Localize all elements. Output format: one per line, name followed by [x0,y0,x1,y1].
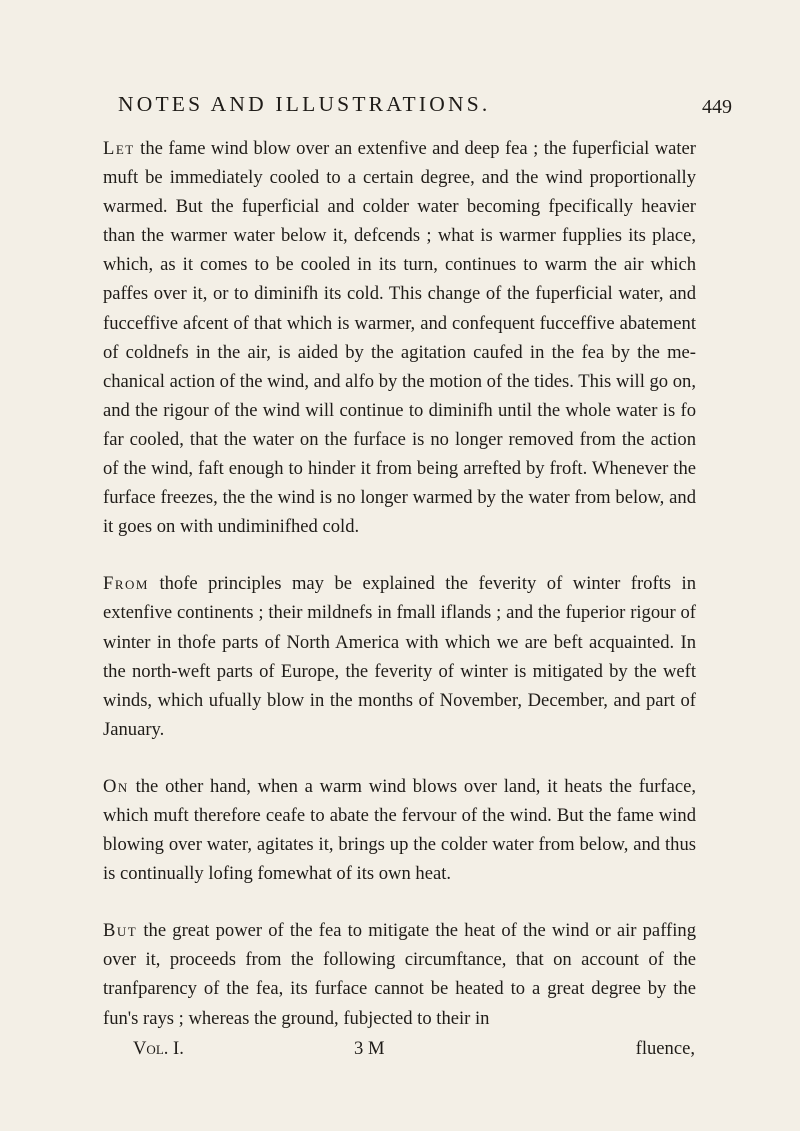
paragraph-text: the other hand, when a warm wind blows over land, it heats the furface, which muft therefore ceafe to abate the fervour of the wind. But the fame wind blowing over water, agitates it, brings up the colder water from below, and thus is continually lofing fomewhat of its own heat. [103,775,696,885]
catchword: fluence, [635,1038,695,1059]
paragraph [103,569,696,744]
paragraph-text: the fame wind blow over an extenfive and deep fea ; the fuperficial water muft be immediately cooled to a certain degree, and the wind proportionally warmed. But the fuperficial and colder water becoming fpecifically heavier than the warmer water below it, defcends ; what is warmer fupplies its place, which, as it comes to be cooled in its turn, continues to warm the air which paffes over it, or to diminifh its cold. This change of the fuperficial water, and fucceffive afcent of that which is warmer, and confequent fucceffive abatement of coldnefs in the air, is aided by the agitation caufed in the fea by the mechanical action of the wind, and alfo by the motion of the tides. This will go on, and the rigour of the wind will continue to diminifh until the whole water is fo far cooled, that the water on the furface is no longer removed from the action of the wind, faft enough to hinder it from being arrefted by froft. Whenever the furface freezes, the the wind is no longer warmed by the water from below, and it goes on with undiminifhed cold. [103,138,696,538]
paragraph-lead-word: On [103,775,129,797]
running-title: NOTES AND ILLUSTRATIONS. [118,92,491,116]
paragraph [103,772,696,888]
signature-mark: 3 M [354,1038,385,1059]
paragraph [103,134,696,541]
paragraph-text: the great power of the fea to mitigate the heat of the wind or air paffing over it, proceeds from the following circumftance, that on account of the tranfparency of the fea, its furface cannot be heated to a great degree by the fun's rays ; whereas the ground, fubjected to their in [103,920,696,1029]
paragraph [103,916,696,1032]
paragraph-lead-word: But [103,920,138,942]
page-number: 449 [702,96,732,118]
volume-label: Vol. I. [133,1038,184,1059]
body-text [103,134,696,1033]
paragraph-lead-word: Let [103,138,135,159]
paragraph-lead-word: From [103,573,149,595]
paragraph-text: thofe principles may be explained the feverity of winter frofts in extenfive continents ; their mildnefs in fmall iflands ; and the fuperior rigour of winter in thofe parts of North America with which we are beft acquainted. In the north-weft parts of Europe, the feverity of winter is mitigated by the weft winds, which ufually blow in the months of November, December, and part of January. [103,573,696,740]
